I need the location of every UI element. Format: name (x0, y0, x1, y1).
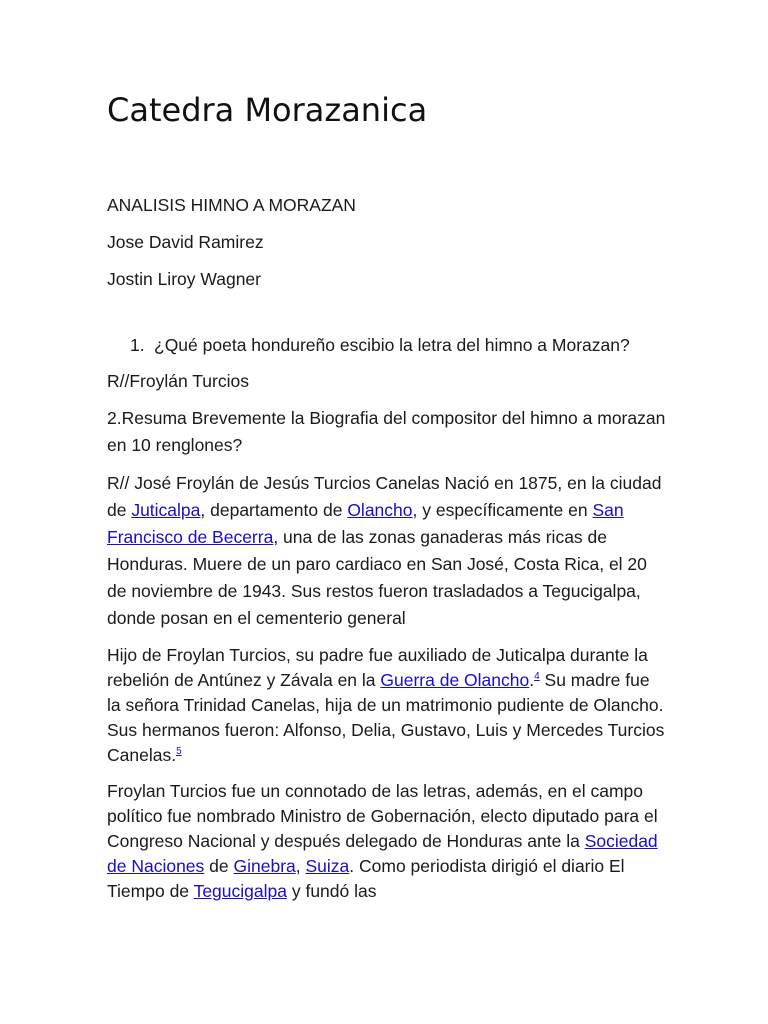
document-heading: ANALISIS HIMNO A MORAZAN (107, 195, 356, 215)
text-run: , una de las zonas ganaderas más ricas de Honduras. Muere de un paro cardiaco en San José, Costa Rica, el 20 de noviembre de 1943. Sus restos fueron trasladados a Tegucigalpa, donde posan en el cementerio general (107, 527, 647, 628)
text-run: . (529, 670, 535, 690)
link-olancho[interactable]: Olancho (347, 500, 413, 520)
answer-2-paragraph (107, 470, 667, 632)
text-run: , departamento de (200, 500, 348, 520)
text-run: Su madre fue la señora Trinidad Canelas, hija de un matrimonio pudiente de Olancho. Sus hermanos fueron: Alfonso, Delia, Gustavo, Luis y Mercedes Turcios Canelas. (107, 670, 665, 765)
answer-1: R//Froylán Turcios (107, 371, 249, 391)
author-name: Jostin Liroy Wagner (107, 269, 261, 289)
text-run: de (204, 856, 234, 876)
biography-paragraph (107, 643, 667, 768)
text-run: Froylan Turcios fue un connotado de las letras, además, en el campo político fue nombrado Ministro de Gobernación, electo diputado para el Congreso Nacional y después delegado de Honduras ante la (107, 781, 658, 851)
document-page (107, 88, 667, 915)
footnote-link[interactable]: 4 (534, 671, 540, 683)
text-run: Hijo de Froylan Turcios, su padre fue auxiliado de Juticalpa durante la rebelión de Antúnez y Závala en la (107, 645, 648, 690)
question-2: 2.Resuma Brevemente la Biografia del compositor del himno a morazan en 10 renglones? (107, 408, 666, 455)
career-paragraph (107, 779, 667, 904)
link-ginebra[interactable]: Ginebra (233, 856, 296, 876)
link-juticalpa[interactable]: Juticalpa (131, 500, 201, 520)
link-tegucigalpa[interactable]: Tegucigalpa (193, 881, 287, 901)
question-1-text: ¿Qué poeta hondureño escibio la letra del himno a Morazan? (154, 335, 630, 355)
link-san-francisco-de-becerra[interactable]: San Francisco de Becerra (107, 500, 624, 547)
footnote-link[interactable]: 5 (176, 746, 182, 758)
link-guerra-de-olancho[interactable]: Guerra de Olancho (380, 670, 530, 690)
question-1 (107, 332, 667, 358)
text-run: R// José Froylán de Jesús Turcios Canelas Nació en 1875, en la ciudad de (107, 473, 662, 520)
document-title: Catedra Morazanica (107, 91, 428, 129)
link-sociedad-de-naciones[interactable]: Sociedad de Naciones (107, 831, 658, 876)
text-run: . Como periodista dirigió el diario El Tiempo de (107, 856, 625, 901)
text-run: , (295, 856, 306, 876)
text-run: y fundó las (286, 881, 377, 901)
list-number: 1. (130, 335, 145, 355)
text-run: , y específicamente en (412, 500, 593, 520)
link-suiza[interactable]: Suiza (305, 856, 350, 876)
footnote-ref (176, 746, 182, 757)
author-name: Jose David Ramirez (107, 232, 264, 252)
